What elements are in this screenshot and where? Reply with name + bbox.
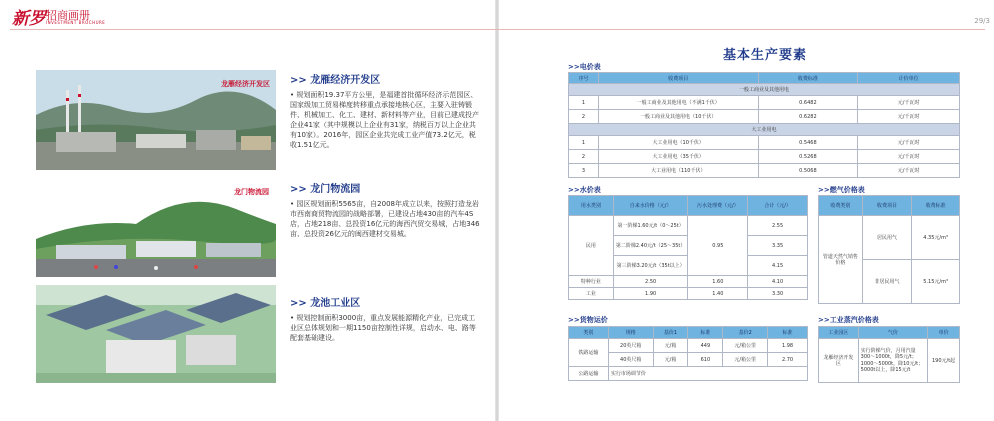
photo-longyan-park xyxy=(36,70,276,170)
cell: 0.5268 xyxy=(758,150,858,164)
cell: 第二阶梯2.40元/t（25～35t） xyxy=(613,236,688,256)
col-header: 气价 xyxy=(858,327,928,339)
section-title: >> 龙门物流园 xyxy=(290,184,361,195)
cell: 0.5068 xyxy=(758,164,858,178)
col-header: 用水类别 xyxy=(569,196,614,216)
group-row: 大工业用电 xyxy=(569,124,960,136)
cell: 工业 xyxy=(569,288,614,300)
col-header: 收费标准 xyxy=(758,73,858,84)
cell: 特种行业 xyxy=(569,276,614,288)
cell: 元/箱 xyxy=(653,339,688,353)
cell: 0.95 xyxy=(688,216,748,276)
cell: 元/千瓦时 xyxy=(858,96,960,110)
group-row: 一般工商业及其他用电 xyxy=(569,84,960,96)
electric-label: >>电价表 xyxy=(568,63,601,71)
cell: 实行阶梯气价，月用汽量300～1000t，降5元/t；1000～5000t，降10元/t；5000t以上，降15元/t xyxy=(858,339,928,383)
cell: 非居民用气 xyxy=(862,260,912,304)
col-header: 标准 xyxy=(768,327,808,339)
cell: 1.98 xyxy=(768,339,808,353)
cell: 公路运输 xyxy=(569,367,609,381)
col-header: 合计（元/） xyxy=(748,196,808,216)
col-header: 收费项目 xyxy=(862,196,912,216)
col-header: 类别 xyxy=(569,327,609,339)
cell: 元/千瓦时 xyxy=(858,164,960,178)
section-longmen xyxy=(290,180,480,239)
col-header: 单价 xyxy=(928,327,960,339)
cell: 管道天然气销售价格 xyxy=(819,216,863,304)
cell: 190元/t起 xyxy=(928,339,960,383)
col-header: 收费标准 xyxy=(912,196,960,216)
photo-longchi-industrial xyxy=(36,285,276,385)
section-body: • 规划控制面积3000亩，重点发展能源精化产业，已完成工业区总体规划和一期1150亩控制性详规，启动水、电、路等配套基础建设。 xyxy=(290,314,476,342)
gas-label: >>燃气价格表 xyxy=(818,186,865,194)
col-header: 基价2 xyxy=(723,327,768,339)
cell: 0.5468 xyxy=(758,136,858,150)
freight-table xyxy=(568,326,808,381)
page-title: 基本生产要素 xyxy=(723,48,808,63)
electric-table xyxy=(568,72,960,178)
col-header: 工业园区 xyxy=(819,327,859,339)
page-number: 29/3 xyxy=(974,17,990,25)
cell: 元/千瓦时 xyxy=(858,150,960,164)
steam-table xyxy=(818,326,960,383)
book-spine xyxy=(495,0,499,421)
col-header: 自来水价格（元/） xyxy=(613,196,688,216)
cell: 2.55 xyxy=(748,216,808,236)
cell: 4.15 xyxy=(748,256,808,276)
cell: 3.30 xyxy=(748,288,808,300)
col-header: 标准 xyxy=(688,327,723,339)
cell: 1 xyxy=(569,136,599,150)
cell: 居民用气 xyxy=(862,216,912,260)
cell: 元/千瓦时 xyxy=(858,110,960,124)
cell: 0.6482 xyxy=(758,96,858,110)
cell: 1.40 xyxy=(688,288,748,300)
cell: 4.10 xyxy=(748,276,808,288)
cell: 一般工商业及其他用电（不满1千伏） xyxy=(598,96,758,110)
cell: 40英尺箱 xyxy=(608,353,653,367)
cell: 3 xyxy=(569,164,599,178)
header-divider xyxy=(10,29,985,30)
cell: 元/箱公里 xyxy=(723,353,768,367)
cell: 610 xyxy=(688,353,723,367)
cell: 大工业用电（110千伏） xyxy=(598,164,758,178)
steam-label: >>工业蒸汽价格表 xyxy=(818,316,879,324)
logo-script: 新罗 xyxy=(12,9,46,29)
water-label: >>水价表 xyxy=(568,186,601,194)
col-header: 基价1 xyxy=(653,327,688,339)
cell: 449 xyxy=(688,339,723,353)
photo-longmen-logistics xyxy=(36,179,276,279)
section-title: >> 龙雁经济开发区 xyxy=(290,75,381,86)
cell: 元/箱 xyxy=(653,353,688,367)
brochure-subtitle: INVESTMENT BROCHURE xyxy=(46,20,106,25)
freight-label: >>货物运价 xyxy=(568,316,608,324)
cell: 一般工商业及其他用电（10千伏） xyxy=(598,110,758,124)
cell: 1.90 xyxy=(613,288,688,300)
photo-label: 龙雁经济开发区 xyxy=(221,80,270,88)
cell: 第一阶梯1.60元/t（0～25t） xyxy=(613,216,688,236)
cell: 第三阶梯3.20元/t（35t以上） xyxy=(613,256,688,276)
cell: 大工业用电（35千伏） xyxy=(598,150,758,164)
col-header: 计价单位 xyxy=(858,73,960,84)
cell: 2.70 xyxy=(768,353,808,367)
photo-label: 龙门物流园 xyxy=(234,188,269,196)
section-longchi xyxy=(290,294,480,343)
cell: 20英尺箱 xyxy=(608,339,653,353)
cell: 5.15元/m³ xyxy=(912,260,960,304)
cell: 1 xyxy=(569,96,599,110)
section-body: • 规划面积19.37平方公里，是福建首批循环经济示范园区、国家级加工贸易梯度转移重点承接地核心区，主要入驻铸锻件、机械加工、化工、建材、新材料等产业，目前已建成投产企业41家（其中规模以上企业有31家，纳税百万以上企业共有10家）。2016年，园区企业共完成工业产值73.2亿元，税收1.51亿元。 xyxy=(290,91,479,149)
cell: 2.50 xyxy=(613,276,688,288)
cell: 铁路运输 xyxy=(569,339,609,367)
cell: 1.60 xyxy=(688,276,748,288)
cell: 0.6282 xyxy=(758,110,858,124)
col-header: 规格 xyxy=(608,327,653,339)
cell: 3.35 xyxy=(748,236,808,256)
cell: 2 xyxy=(569,110,599,124)
cell: 民用 xyxy=(569,216,614,276)
cell: 龙雁经济开发区 xyxy=(819,339,859,383)
brochure-title: 招商画册 xyxy=(46,9,90,22)
water-table xyxy=(568,195,808,300)
cell: 4.35元/m³ xyxy=(912,216,960,260)
cell: 元/千瓦时 xyxy=(858,136,960,150)
page-header xyxy=(0,0,994,28)
col-header: 序号 xyxy=(569,73,599,84)
cell: 实行市场调节价 xyxy=(608,367,807,381)
gas-table xyxy=(818,195,960,304)
section-body: • 园区规划面积5565亩，自2008年成立以来，按照打造龙岩市西南商贸物流园的战略部署，已建设占地430亩的汽车4S店，占地218亩、总投资16亿元的海西汽贸交易城，占地346亩、总投资26亿元的闽西建材交易城。 xyxy=(290,200,480,238)
section-title: >> 龙池工业区 xyxy=(290,298,361,309)
col-header: 污水处理费（元/） xyxy=(688,196,748,216)
col-header: 收费类别 xyxy=(819,196,863,216)
cell: 元/箱公里 xyxy=(723,339,768,353)
col-header: 收费项目 xyxy=(598,73,758,84)
section-longyan xyxy=(290,71,480,150)
cell: 2 xyxy=(569,150,599,164)
cell: 大工业用电（10千伏） xyxy=(598,136,758,150)
